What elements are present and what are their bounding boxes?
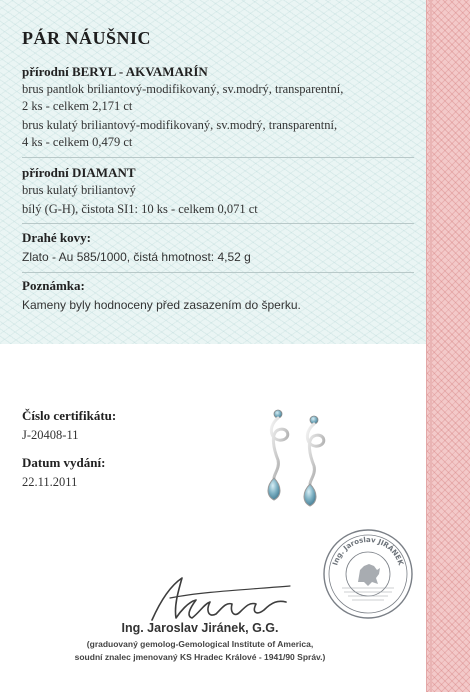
side-border-line (430, 0, 432, 692)
certificate-number-heading: Číslo certifikátu: (22, 408, 117, 423)
earrings-illustration (248, 398, 348, 513)
note-heading: Poznámka: (22, 278, 85, 293)
note-value: Kameny byly hodnoceny před zasazením do šperku. (22, 298, 301, 312)
diamond-line-1: brus kulatý briliantový (22, 183, 136, 197)
section-divider (22, 272, 414, 273)
certificate-title: PÁR NÁUŠNIC (22, 28, 152, 48)
signatory-credit-line-2: soudní znalec jmenovaný KS Hradec Králové - 1941/90 Správ.) (74, 652, 326, 662)
issue-date-heading: Datum vydání: (22, 455, 106, 470)
handwritten-signature (140, 572, 310, 628)
metals-heading: Drahé kovy: (22, 230, 91, 245)
section-divider (22, 223, 414, 224)
decorative-side-border (426, 0, 470, 692)
diamond-line-2: bílý (G-H), čistota SI1: 10 ks - celkem 0,071 ct (22, 202, 258, 216)
section-divider (22, 157, 414, 158)
metals-value: Zlato - Au 585/1000, čistá hmotnost: 4,52 g (22, 250, 251, 264)
beryl-line-1: brus pantlok briliantový-modifikovaný, sv.modrý, transparentní, (22, 82, 344, 96)
beryl-line-2: 2 ks - celkem 2,171 ct (22, 99, 133, 113)
round-seal-stamp (322, 528, 414, 620)
signatory-credit-line-1: (graduovaný gemolog-Gemological Institute of America, (86, 639, 314, 649)
beryl-line-4: 4 ks - celkem 0,479 ct (22, 135, 133, 149)
beryl-line-3: brus kulatý briliantový-modifikovaný, sv.modrý, transparentní, (22, 118, 338, 132)
signatory-name: Ing. Jaroslav Jiránek, G.G. (121, 621, 279, 635)
issue-date-value: 22.11.2011 (22, 475, 78, 489)
certificate-number-value: J-20408-11 (22, 428, 79, 442)
beryl-heading: přírodní BERYL - AKVAMARÍN (22, 64, 208, 79)
svg-text:Ing. Jaroslav JIRÁNEK: Ing. Jaroslav JIRÁNEK (331, 535, 405, 567)
diamond-heading: přírodní DIAMANT (22, 165, 136, 180)
